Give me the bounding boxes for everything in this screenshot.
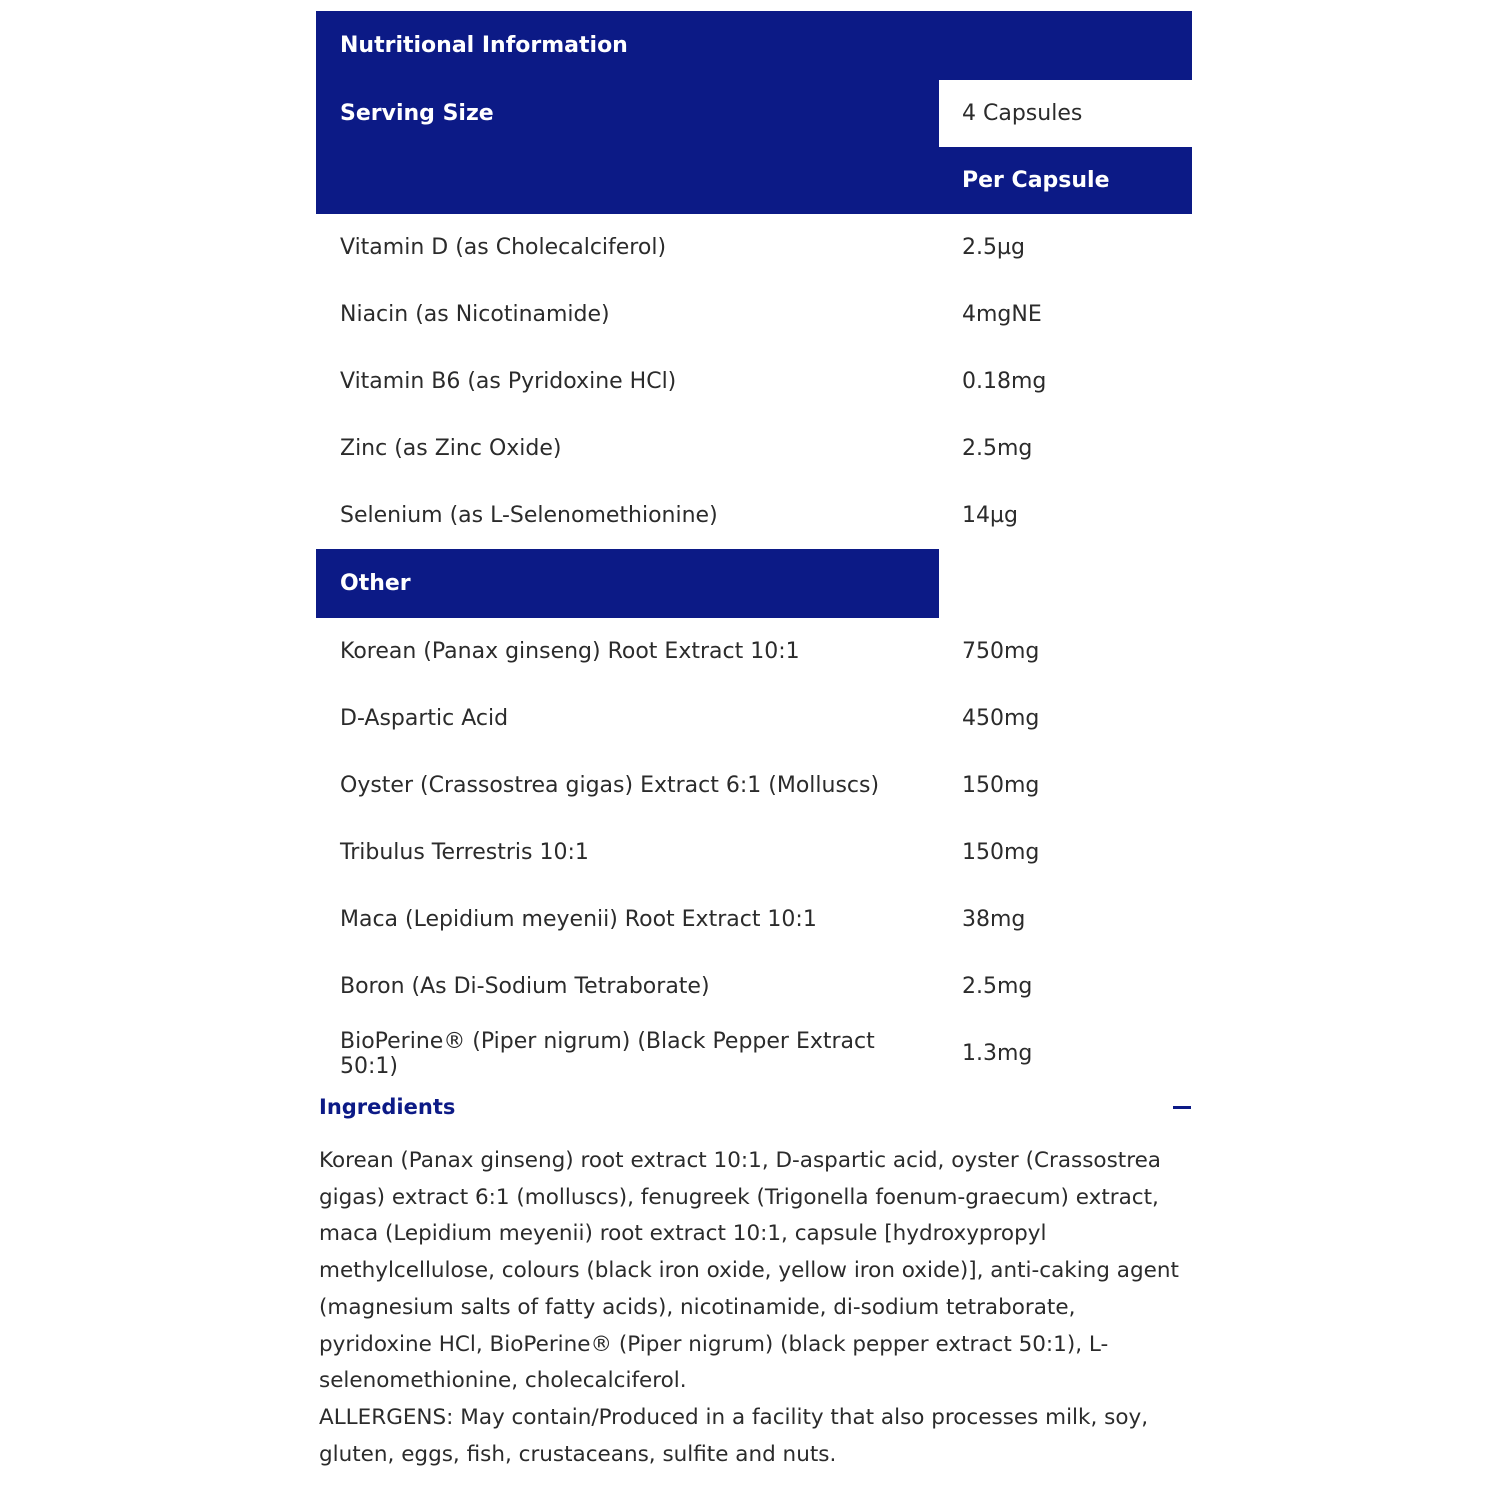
table-row <box>316 482 1192 549</box>
nutrient-amount: 2.5mg <box>962 436 1033 461</box>
ingredients-accordion-header[interactable] <box>319 1085 1193 1129</box>
table-row <box>316 953 1192 1020</box>
serving-size-label: Serving Size <box>316 80 939 147</box>
nutrient-name: Niacin (as Nicotinamide) <box>340 302 610 327</box>
column-header-spacer <box>316 147 939 214</box>
table-row <box>316 415 1192 482</box>
other-header-row <box>316 549 1192 618</box>
ingredients-title[interactable]: Ingredients <box>319 1095 456 1119</box>
allergens-text: May contain/Produced in a facility that also processes milk, soy, gluten, eggs, fish, crustaceans, sulfite and nuts. <box>319 1404 1149 1467</box>
table-row <box>316 752 1192 819</box>
nutrient-amount: 2.5µg <box>962 235 1025 260</box>
serving-size-value: 4 Capsules <box>939 80 1192 147</box>
nutrient-name: Zinc (as Zinc Oxide) <box>340 436 562 461</box>
allergens-line <box>319 1400 1193 1473</box>
minus-icon[interactable] <box>1173 1106 1191 1109</box>
other-header-spacer <box>939 549 1192 618</box>
ingredient-name: Maca (Lepidium meyenii) Root Extract 10:1 <box>340 907 817 932</box>
nutrient-name: Vitamin D (as Cholecalciferol) <box>340 235 667 260</box>
table-row <box>316 214 1192 281</box>
column-header-row <box>316 147 1192 214</box>
nutrient-amount: 0.18mg <box>962 369 1047 394</box>
nutrition-table <box>316 11 1192 1087</box>
ingredient-amount: 38mg <box>962 907 1026 932</box>
ingredient-name: D-Aspartic Acid <box>340 706 509 731</box>
allergens-label: ALLERGENS: <box>319 1404 454 1430</box>
ingredient-name: Tribulus Terrestris 10:1 <box>340 840 589 865</box>
serving-size-row <box>316 80 1192 147</box>
ingredient-amount: 450mg <box>962 706 1040 731</box>
ingredient-name: Korean (Panax ginseng) Root Extract 10:1 <box>340 639 800 664</box>
ingredients-text: Korean (Panax ginseng) root extract 10:1, D-aspartic acid, oyster (Crassostrea gigas) extract 6:1 (molluscs), fenugreek (Trigonella foenum-graecum) extract, maca (Lepidium meyenii) root extract 10:1, capsule [hydroxypropyl methylcellulose, colours (black iron oxide, yellow iron oxide)], anti-caking agent (magnesium salts of fatty acids), nicotinamide, di-sodium tetraborate, pyridoxine HCl, BioPerine® (Piper nigrum) (black pepper extract 50:1), L-selenomethionine, cholecalciferol. <box>319 1148 1179 1394</box>
nutrient-amount: 4mgNE <box>962 302 1042 327</box>
ingredient-name: Oyster (Crassostrea gigas) Extract 6:1 (Molluscs) <box>340 773 880 798</box>
nutrient-name: Vitamin B6 (as Pyridoxine HCl) <box>340 369 677 394</box>
table-row <box>316 685 1192 752</box>
table-row <box>316 886 1192 953</box>
ingredient-amount: 750mg <box>962 639 1040 664</box>
other-label: Other <box>316 549 939 618</box>
ingredient-name: BioPerine® (Piper nigrum) (Black Pepper Extract 50:1) <box>340 1028 875 1079</box>
nutrient-amount: 14µg <box>962 503 1018 528</box>
table-row <box>316 1020 1192 1087</box>
table-row <box>316 819 1192 886</box>
ingredients-section <box>319 1085 1193 1473</box>
nutrient-name: Selenium (as L-Selenomethionine) <box>340 503 718 528</box>
table-row <box>316 348 1192 415</box>
ingredient-amount: 150mg <box>962 773 1040 798</box>
ingredients-body <box>319 1143 1193 1473</box>
ingredient-amount: 1.3mg <box>962 1041 1033 1066</box>
table-row <box>316 281 1192 348</box>
table-title: Nutritional Information <box>316 11 1192 80</box>
ingredient-name: Boron (As Di-Sodium Tetraborate) <box>340 974 710 999</box>
table-row <box>316 618 1192 685</box>
column-header-per-capsule: Per Capsule <box>939 147 1192 214</box>
ingredient-amount: 150mg <box>962 840 1040 865</box>
ingredient-amount: 2.5mg <box>962 974 1033 999</box>
